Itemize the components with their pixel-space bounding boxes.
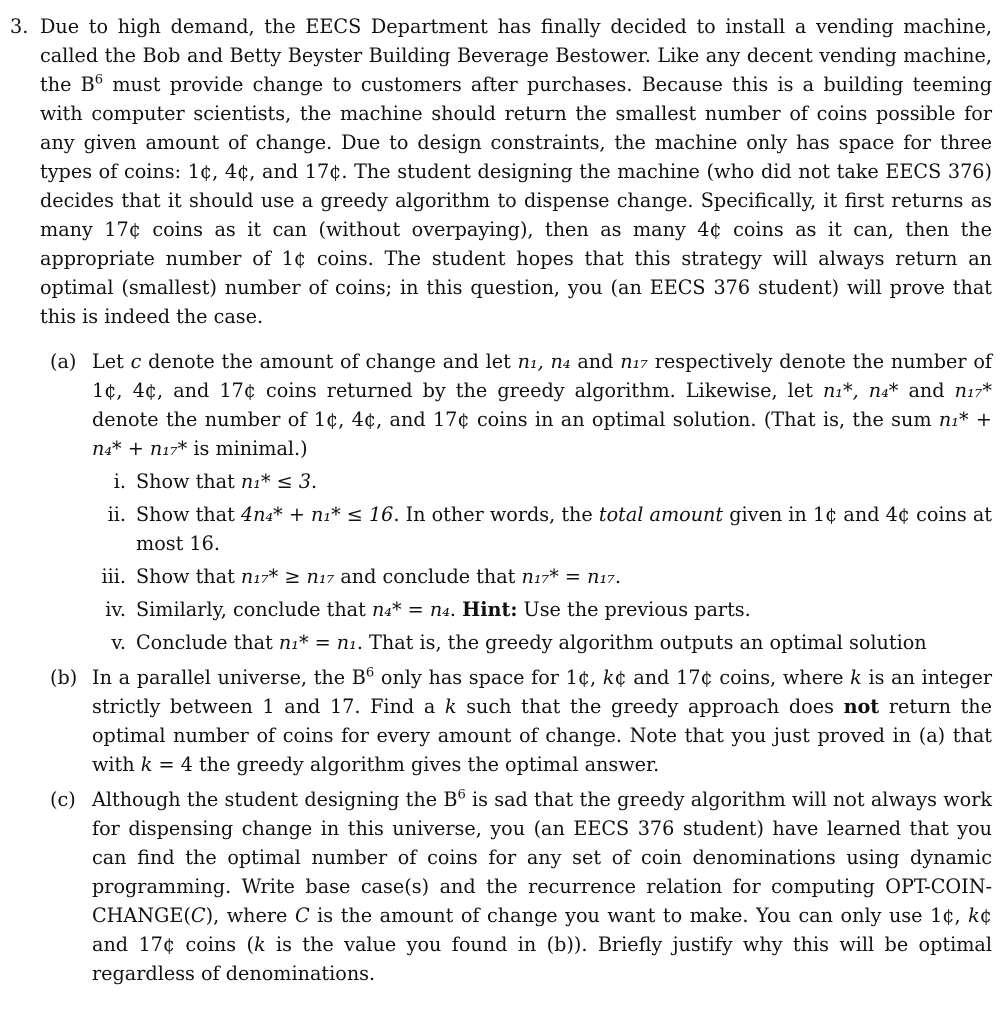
- part-c: [40, 785, 992, 988]
- subpart-iii: iii. Show that n₁₇* ≥ n₁₇ and conclude that n₁₇* = n₁₇.: [101, 565, 621, 588]
- part-b-text: In a parallel universe, the $B^6$ only has space for 1¢, k¢ and 17¢ coins, where k is an integer strictly between 1 and 17. Find a k such that the greedy approach does not return the optimal number of coins for every amount of change. Note that you just proved in (a) that with k = 4 the greedy algorithm gives the optimal answer.: [92, 665, 993, 776]
- part-a-label: (a): [50, 350, 77, 373]
- problem-statement: Due to high demand, the EECS Department has finally decided to install a vending machine, called the Bob and Betty Beyster Building Beverage Bestower. Like any decent vending machine, the $B^6$ must provide change to customers after purchases. Because this is a building teeming with computer scientists, the machine should return the smallest number of coins possible for any given amount of change. Due to design constraints, the machine only has space for three types of coins: 1¢, 4¢, and 17¢. The student designing the machine (who did not take EECS 376) decides that it should use a greedy algorithm to dispense change. Specifically, it first returns as many 17¢ coins as it can (without overpaying), then as many 4¢ coins as it can, then the appropriate number of 1¢ coins. The student hopes that this strategy will always return an optimal (smallest) number of coins; in this question, you (an EECS 376 student) will prove that this is indeed the case. (a) Let c denote the amount of change and let n₁, n₄ and n₁₇ respectively denote the number of 1¢, 4¢, and 17¢ coins returned by the greedy algorithm. Likewise, let n₁*, n₄* and n₁₇* denote the number of 1¢, 4¢, and 17¢ coins in an optimal solution. (That is, the sum n₁* + n₄* + n₁₇* is minimal.) i. Show that n₁* ≤ 3. ii. Show that 4n₄* + n₁* ≤ 16. In other words, the total amount given in 1¢ and 4¢ coins at most 16. iii. Show that n₁₇* ≥ n₁₇ and conclude that n₁₇* = n₁₇. iv. Similarly, conclude that n₄* = n₄. Hint: Use the previous parts. v. Conclude that n₁* = n₁. That is, the greedy algorithm outputs an optimal solution (b) In a parallel universe, the $B^6$ only has space for 1¢, k¢ and 17¢ coins, where k is an integer strictly between 1 and 17. Find a k such that the greedy approach does not return the optimal number of coins for every amount of change. Note that you just proved in (a) that with k = 4 the greedy algorithm gives the optimal answer. (c) Although the student designing the $B^6$ is sad that the greedy algorithm will not always work for dispensing change in this universe, you (an EECS 376 student) have learned that you can find the optimal number of coins for any set of coin denominations using dynamic programming. Write base case(s) and the recurrence relation for computing OPT-COIN-CHANGE(C), where C is the amount of change you want to make. You can only use 1¢, k¢ and 17¢ coins (k is the value you found in (b)). Briefly justify why this will be optimal regardless of denominations.: [40, 12, 992, 988]
- part-c-text: Although the student designing the $B^6$ is sad that the greedy algorithm will not always work for dispensing change in this universe, you (an EECS 376 student) have learned that you can find the optimal number of coins for any set of coin denominations using dynamic programming. Write base case(s) and the recurrence relation for computing OPT-COIN-CHANGE(C), where C is the amount of change you want to make. You can only use 1¢, k¢ and 17¢ coins (k is the value you found in (b)). Briefly justify why this will be optimal regardless of denominations.: [92, 787, 993, 985]
- subpart-ii: ii. Show that 4n₄* + n₁* ≤ 16. In other words, the total amount given in 1¢ and 4¢ coins at most 16.: [107, 503, 992, 555]
- part-b-label: (b): [50, 666, 78, 689]
- problem-3: [10, 12, 992, 988]
- part-a-text: Let c denote the amount of change and let n₁, n₄ and n₁₇ respectively denote the number of 1¢, 4¢, and 17¢ coins returned by the greedy algorithm. Likewise, let n₁*, n₄* and n₁₇* denote the number of 1¢, 4¢, and 17¢ coins in an optimal solution. (That is, the sum n₁* + n₄* + n₁₇* is minimal.) i. Show that n₁* ≤ 3. ii. Show that 4n₄* + n₁* ≤ 16. In other words, the total amount given in 1¢ and 4¢ coins at most 16. iii. Show that n₁₇* ≥ n₁₇ and conclude that n₁₇* = n₁₇. iv. Similarly, conclude that n₄* = n₄. Hint: Use the previous parts. v. Conclude that n₁* = n₁. That is, the greedy algorithm outputs an optimal solution: [92, 347, 992, 657]
- problem-number: 3.: [10, 15, 29, 38]
- part-c-label: (c): [50, 788, 76, 811]
- subpart-v: v. Conclude that n₁* = n₁. That is, the greedy algorithm outputs an optimal solution: [111, 631, 927, 654]
- parts-list: [40, 347, 992, 988]
- subpart-i: i. Show that n₁* ≤ 3.: [113, 470, 318, 493]
- part-a-subparts: [92, 467, 992, 657]
- part-a: [40, 347, 992, 657]
- subpart-iv: iv. Similarly, conclude that n₄* = n₄. Hint: Use the previous parts.: [105, 598, 751, 621]
- part-b: [40, 663, 992, 779]
